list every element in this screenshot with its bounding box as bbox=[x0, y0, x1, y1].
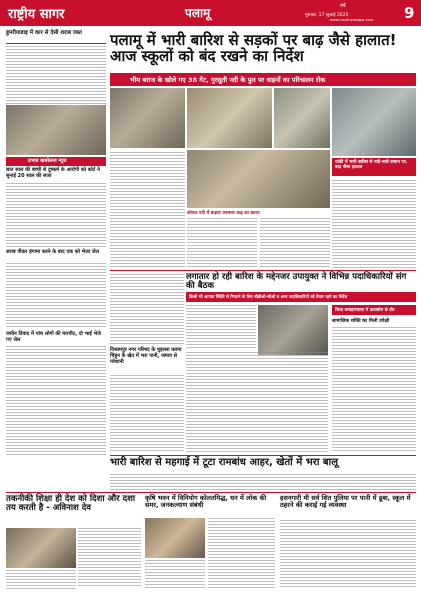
section-title: पलामू bbox=[185, 6, 211, 20]
left-top-headline: डुमरीयाडाड़ में कार से देसी शराब जब्त bbox=[6, 30, 82, 36]
middle-subbar-text: किसी भी आपात स्थिति से निपटने के लिए बीडीओ-सीओ व अन्य पदाधिकारियों को तैयार रहने का निर्देश bbox=[189, 294, 348, 299]
flood-photo-3 bbox=[274, 88, 330, 148]
left-story2-headline: सात साल की बच्ची से दुष्कर्म के आरोपी को कोर्ट ने सुनाई 20 साल की सजा bbox=[6, 167, 100, 179]
news-box-title: प्रभात खबरेलना न्यूज bbox=[28, 158, 67, 164]
main-deck-text: भीम बराज के खोले गए 38 गेट, गुरसुती नदी के पुल पर वाहनों का परिचालन रोक bbox=[130, 76, 326, 84]
river-photo bbox=[187, 150, 330, 208]
left-story3-text bbox=[6, 263, 106, 328]
lower-headline: भारी बारिश से महगाई में टूटा रामबांध आहर, खेतों में भरा बालू bbox=[110, 457, 338, 468]
divider bbox=[6, 43, 106, 44]
photo-caption: कोयल नदी में बाढ़ता जलस्तर बाढ़ का खतरा bbox=[187, 211, 260, 216]
left-top-photo bbox=[6, 105, 106, 155]
main-body-col4 bbox=[260, 218, 330, 268]
left-story3-headline: शराब पीकर हंगामा करने के बाद एक को भेजा जेल bbox=[6, 249, 99, 255]
bottom-middle-photo bbox=[145, 518, 205, 558]
bottom-left-headline: तकनीकी शिक्षा ही देश को दिशा और दशा तय करती है - अविनाश देव bbox=[6, 494, 136, 513]
bottom-middle-text2 bbox=[145, 560, 205, 588]
date-label: वर्ष bbox=[340, 3, 346, 9]
flood-photo-2 bbox=[187, 88, 272, 148]
main-body-col1 bbox=[110, 152, 185, 210]
right-box-header bbox=[332, 305, 416, 315]
right-box-text bbox=[332, 327, 416, 452]
flood-photo-4 bbox=[332, 88, 416, 156]
bottom-right-headline: हसनगारी मी सर्व शित पुलिया पर पानी में डूबा, स्कूल में ठहरने की कराई गई व्यवस्था bbox=[280, 494, 411, 509]
divider bbox=[110, 270, 416, 271]
brand-logo: राष्ट्रीय सागर bbox=[8, 7, 65, 22]
middle-subbar bbox=[186, 292, 416, 302]
website: www.rashtriyasagar.com bbox=[330, 18, 374, 22]
bottom-right-text bbox=[280, 520, 416, 588]
bottom-left-text1 bbox=[78, 528, 141, 588]
masthead bbox=[0, 0, 421, 26]
meeting-photo bbox=[258, 305, 328, 355]
main-headline: पलामू में भारी बारिश से सड़कों पर बाढ़ जैसे हालात! आज स्कूलों को बंद रखने का निर्देश bbox=[110, 31, 397, 65]
flood-photo-1 bbox=[110, 88, 185, 148]
main-body-col3 bbox=[187, 218, 257, 268]
right-box-sub: सामाजिक शक्ति का मिली उपेक्षी bbox=[332, 319, 390, 324]
middle-col-headline: विश्रामपुर नगर परिषद के मुहल्ला करमा चिंहुन के खेत में भरा पानी, जमाव से परेशानी bbox=[110, 347, 182, 365]
middle-center-text2 bbox=[186, 352, 328, 452]
main-body-col5 bbox=[332, 180, 416, 268]
left-story2-text bbox=[6, 183, 106, 248]
main-deck bbox=[110, 73, 416, 86]
right-box-title: जिला समाहरणालय में धावाबोल के तौर bbox=[335, 307, 395, 312]
left-story4-headline: जमीन विवाद में पांच लोगों की मारपीट, दो भाई भेजे गए जेल bbox=[6, 331, 101, 343]
main-body-col2 bbox=[110, 212, 185, 267]
bottom-middle-text1 bbox=[208, 518, 275, 588]
left-story4-text bbox=[6, 346, 106, 456]
lower-text bbox=[110, 474, 416, 490]
divider bbox=[110, 455, 416, 456]
middle-center-text bbox=[186, 305, 256, 350]
left-article-text bbox=[6, 46, 106, 104]
divider bbox=[6, 492, 416, 493]
side-caption: पांकी में भारी बारिश से नदी-नाले उफान पर, बाढ़ जैसा हालात bbox=[335, 160, 408, 171]
bottom-left-text2 bbox=[6, 570, 76, 590]
middle-headline: लगातार हो रही बारिश के मद्देनजर उपायुक्त ने विभिन्न पदाधिकारियों संग की बैठक bbox=[186, 272, 407, 291]
middle-left-text bbox=[110, 274, 184, 346]
bottom-middle-headline: कृषि भवन में विनियोग कोलतमिद्ध, धन में लोक की समर, जनकल्याण संबंधी bbox=[145, 494, 267, 509]
bottom-left-photo bbox=[6, 528, 76, 568]
side-caption-box bbox=[332, 158, 416, 176]
date-line: गुरुवार, 17 जुलाई 2025 bbox=[305, 13, 349, 18]
page-number: 9 bbox=[404, 4, 415, 22]
middle-col-text bbox=[110, 375, 184, 453]
news-box-header bbox=[6, 157, 106, 166]
